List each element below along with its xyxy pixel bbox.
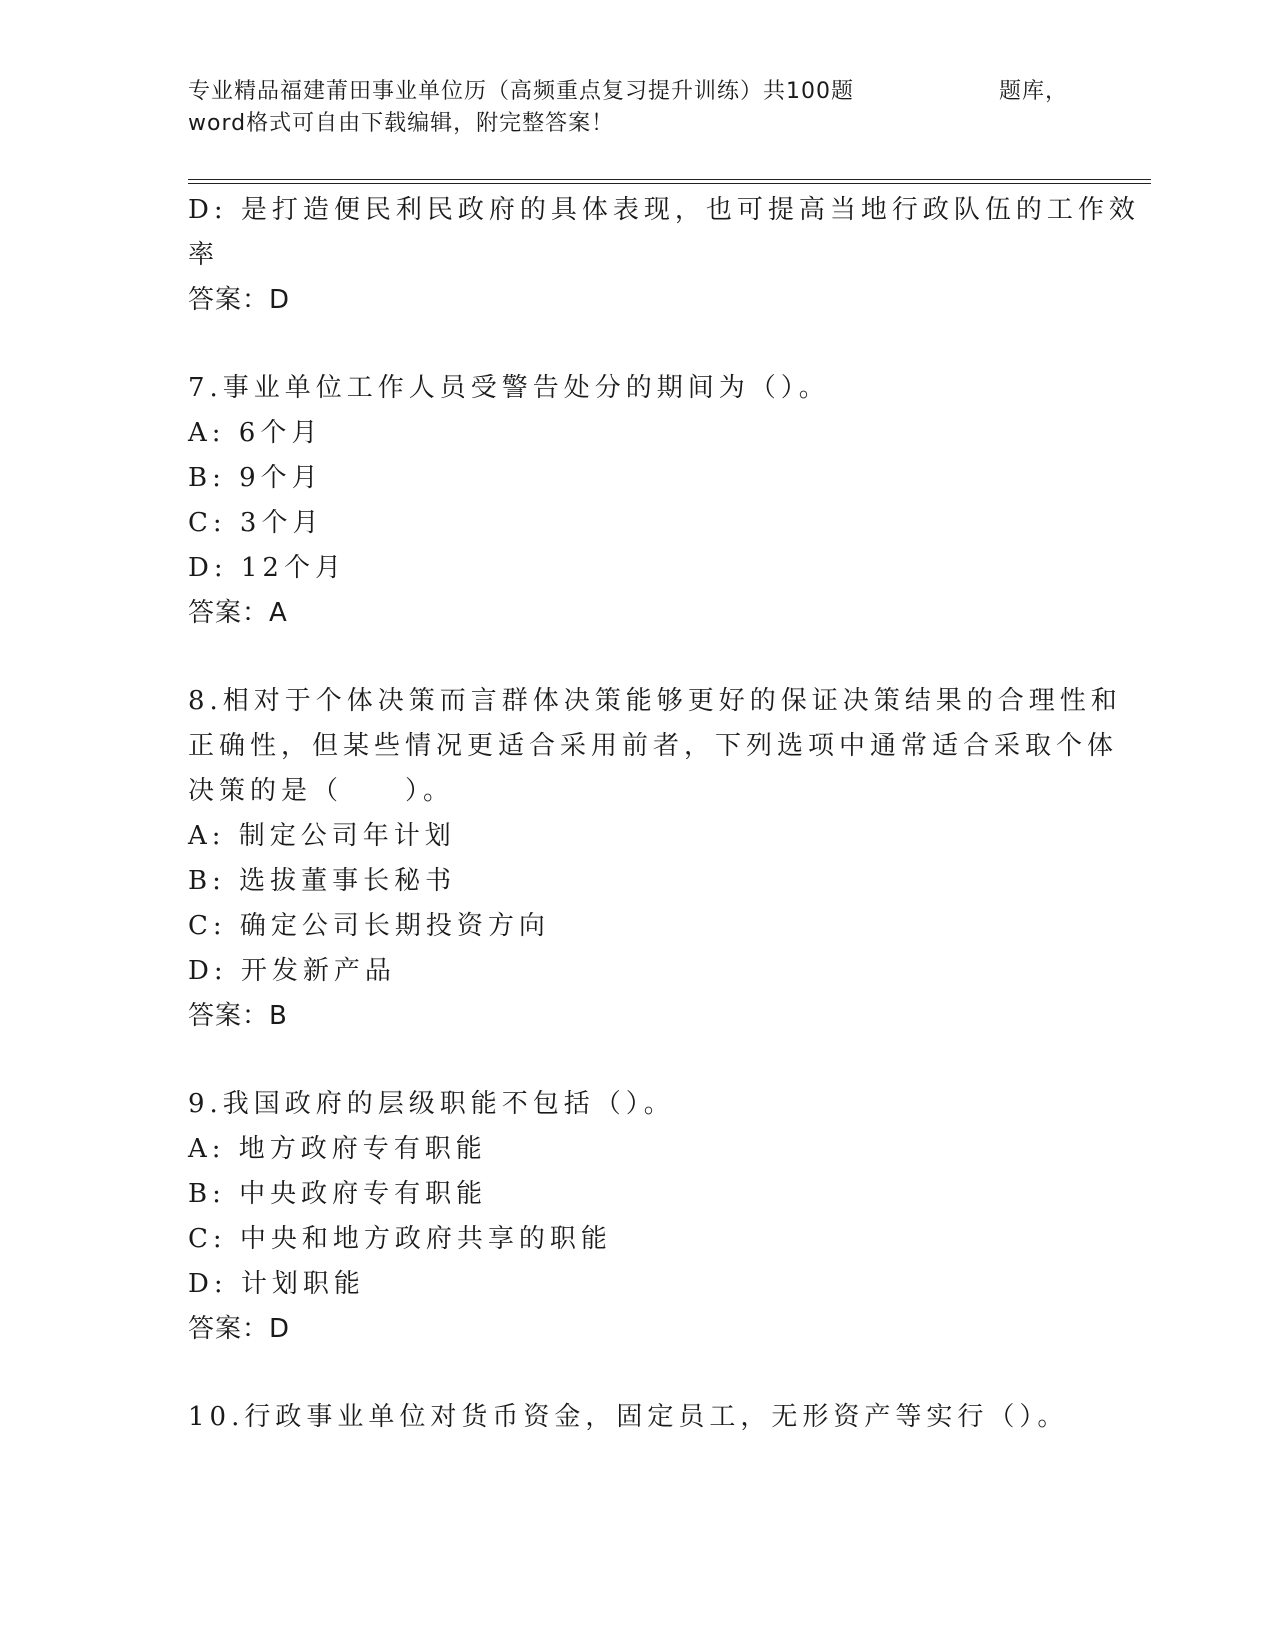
option-b: B: 9个月 [188, 463, 323, 493]
question-stem: 10.行政事业单位对货币资金，固定员工，无形资产等实行（）。 [188, 1402, 1069, 1432]
option-a: A: 地方政府专有职能 [188, 1134, 487, 1164]
option-b: B: 选拔董事长秘书 [188, 866, 457, 896]
header-title-suffix: 题库， [998, 79, 1068, 104]
spacer [188, 1352, 1068, 1395]
answer-line: 答案：B [188, 1001, 288, 1031]
spacer [188, 1039, 1068, 1082]
question-list [188, 188, 1140, 1440]
question-stem-continued: 决策的是（ ）。 [188, 776, 455, 806]
option-c: C: 确定公司长期投资方向 [188, 911, 550, 941]
header-divider-bottom [188, 183, 1151, 184]
question-block-6-tail [188, 188, 1140, 323]
option-b: B: 中央政府专有职能 [188, 1179, 488, 1209]
question-stem: 7.事业单位工作人员受警告处分的期间为（）。 [188, 373, 830, 403]
question-stem-continued: 正确性，但某些情况更适合采用前者，下列选项中通常适合采取个体 [188, 731, 1119, 761]
option-d: D: 计划职能 [188, 1269, 365, 1299]
option-d: D: 开发新产品 [188, 956, 396, 986]
question-block-7 [188, 366, 1068, 636]
option-c: C: 中央和地方政府共享的职能 [188, 1224, 612, 1254]
option-d: D: 是打造便民利民政府的具体表现，也可提高当地行政队伍的工作效 [188, 195, 1140, 225]
spacer [188, 323, 1068, 366]
option-a: A: 6个月 [188, 418, 323, 448]
option-c: C: 3个月 [188, 508, 324, 538]
header-line-1 [188, 76, 1068, 108]
header-title: 专业精品福建莆田事业单位历（高频重点复习提升训练）共100题 [188, 79, 854, 104]
option-a: A: 制定公司年计划 [188, 821, 456, 851]
option-d-continued: 率 [188, 240, 220, 270]
answer-line: 答案：A [188, 598, 288, 628]
question-stem: 9.我国政府的层级职能不包括（）。 [188, 1089, 675, 1119]
header-subtitle: word格式可自由下载编辑，附完整答案！ [188, 111, 615, 136]
question-block-9 [188, 1082, 1068, 1352]
answer-line: 答案：D [188, 285, 291, 315]
question-stem: 8.相对于个体决策而言群体决策能够更好的保证决策结果的合理性和 [188, 686, 1122, 716]
question-block-10 [188, 1395, 1068, 1440]
answer-line: 答案：D [188, 1314, 291, 1344]
option-d: D: 12个月 [188, 553, 346, 583]
document-header [188, 76, 1068, 140]
question-block-8 [188, 679, 1122, 1039]
spacer [188, 636, 1068, 679]
header-divider-top [188, 179, 1151, 180]
